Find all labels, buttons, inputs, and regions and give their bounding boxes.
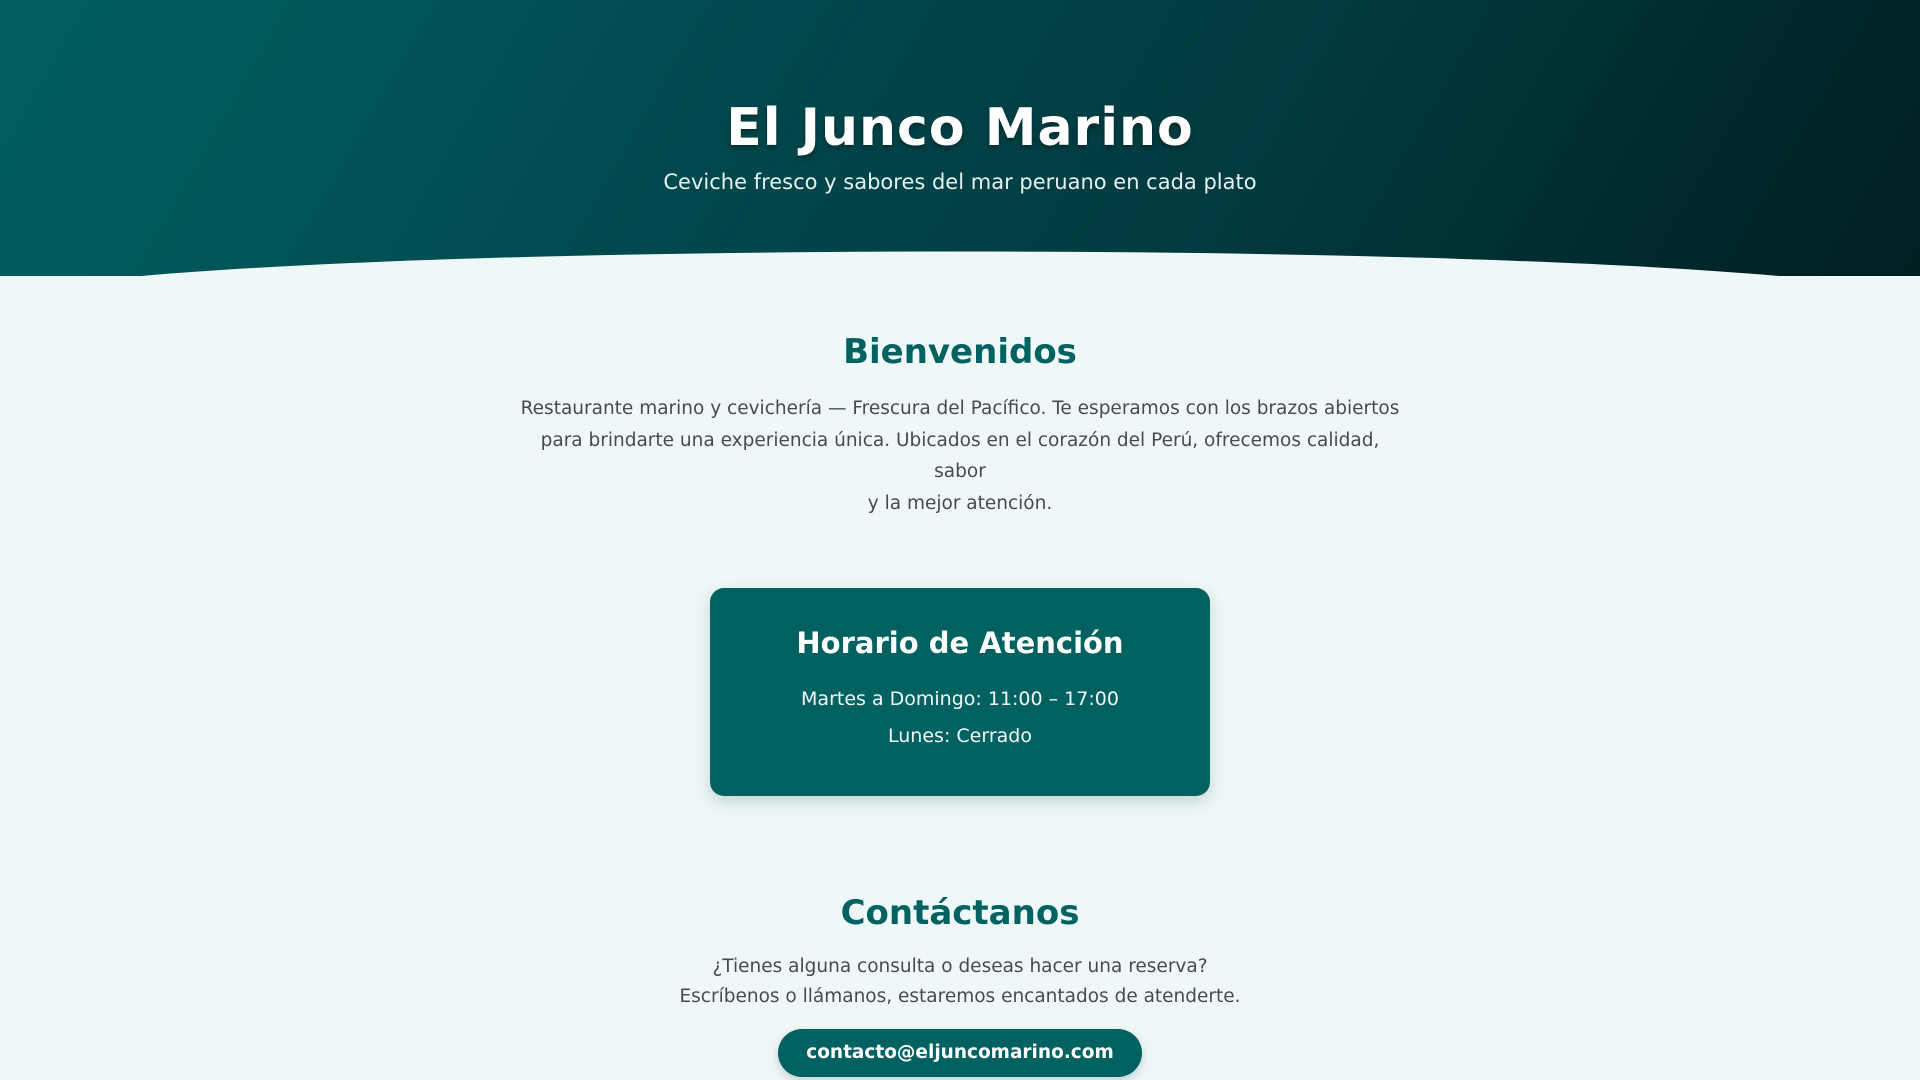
hero-tagline: Ceviche fresco y sabores del mar peruano en cada plato (663, 170, 1257, 194)
welcome-line-1: Restaurante marino y cevichería — Frescura del Pacífico. Te esperamos con los brazos abiertos (520, 398, 1400, 419)
welcome-description (520, 393, 1400, 519)
welcome-line-3: y la mejor atención. (867, 492, 1053, 514)
hours-title: Horario de Atención (796, 626, 1124, 660)
hours-weekdays: Martes a Domingo: 11:00 – 17:00 (801, 688, 1119, 710)
hours-card (710, 588, 1210, 796)
contact-line-1: ¿Tienes alguna consulta o deseas hacer una reserva? (712, 956, 1208, 977)
contact-line-2: Escríbenos o llámanos, estaremos encantados de atenderte. (679, 985, 1241, 1007)
hero-banner (0, 0, 1920, 276)
welcome-line-2: para brindarte una experiencia única. Ubicados en el corazón del Perú, ofrecemos calidad, sabor (540, 429, 1380, 482)
contact-email-button[interactable]: contacto@eljuncomarino.com (778, 1029, 1142, 1077)
restaurant-name: El Junco Marino (726, 98, 1194, 158)
hero-wave-divider (0, 243, 1920, 276)
contact-title: Contáctanos (840, 893, 1080, 933)
hours-monday: Lunes: Cerrado (888, 725, 1032, 747)
welcome-title: Bienvenidos (843, 332, 1077, 372)
contact-description (0, 952, 1920, 1011)
